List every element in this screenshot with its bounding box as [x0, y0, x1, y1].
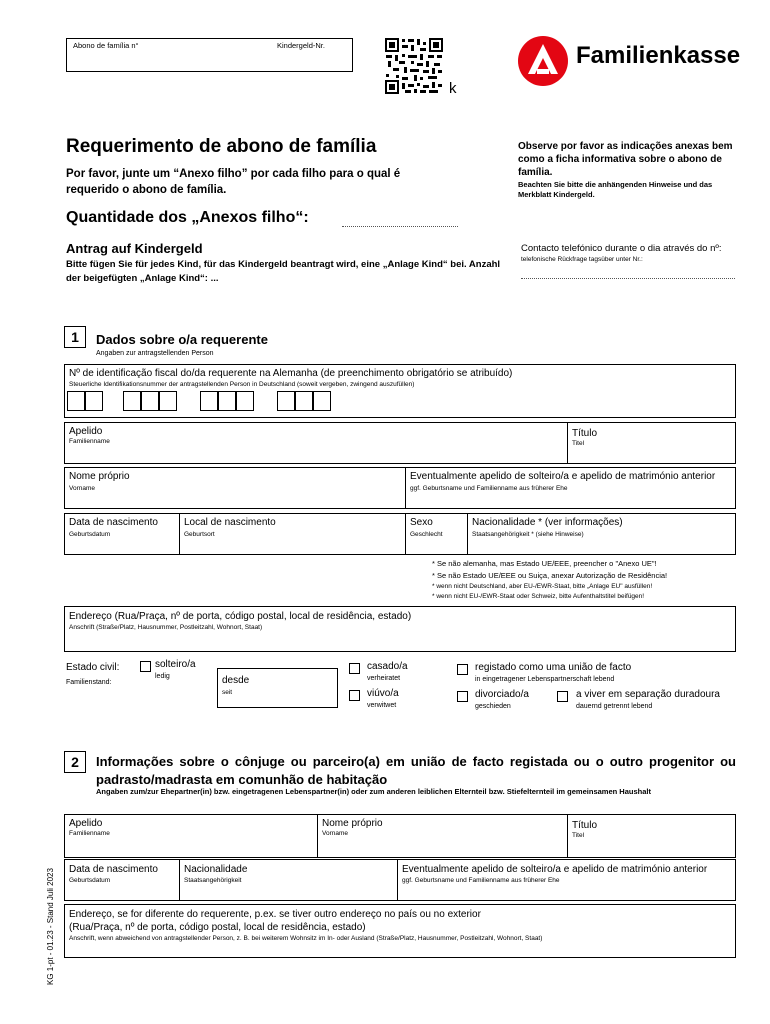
- nome-sub: Vorname: [69, 485, 96, 492]
- taxid-digit[interactable]: [159, 391, 177, 411]
- registado-label: registado como uma união de facto: [475, 662, 632, 673]
- s2-eventual-sub: ggf. Geburtsname und Familienname aus früherer Ehe: [402, 877, 560, 884]
- s2-apelido-field[interactable]: [64, 814, 318, 858]
- estado-civil-label: Estado civil:: [66, 662, 120, 673]
- abono-number-field[interactable]: [66, 38, 353, 72]
- data-nasc-field[interactable]: [64, 513, 180, 555]
- desde-field[interactable]: [217, 668, 338, 708]
- separacao-label: a viver em separação duradoura: [576, 689, 720, 700]
- s2-titulo-label: Título: [572, 820, 598, 831]
- taxid-digit[interactable]: [295, 391, 313, 411]
- taxid-digit[interactable]: [67, 391, 85, 411]
- taxid-digit[interactable]: [218, 391, 236, 411]
- taxid-digit[interactable]: [200, 391, 218, 411]
- section2-title: Informações sobre o cônjuge ou parceiro(a) em união de facto registada ou o outro progenitor ou padrasto/madrasta em comunhão de habitação: [96, 754, 736, 787]
- titulo-label: Título: [572, 428, 598, 439]
- apelido-sub: Familienname: [69, 438, 110, 445]
- s2-nacionalidade-sub: Staatsangehörigkeit: [184, 877, 242, 884]
- s2-endereco-label-1: Endereço, se for diferente do requerente, p.ex. se tiver outro endereço no país ou no exterior: [69, 909, 481, 920]
- registado-checkbox[interactable]: [457, 664, 468, 675]
- s2-nome-sub: Vorname: [322, 830, 349, 837]
- familienkasse-logo-icon: [518, 36, 568, 86]
- s2-apelido-label: Apelido: [69, 818, 103, 829]
- s2-titulo-field[interactable]: [567, 814, 736, 858]
- nacionalidade-field[interactable]: [467, 513, 736, 555]
- antrag-text: Bitte fügen Sie für jedes Kind, für das Kindergeld beantragt wird, eine „Anlage Kind“ bei. Anzahl der beigefügten „Anlage Kind“: ...: [66, 259, 501, 284]
- solteiro-sub: ledig: [155, 673, 170, 680]
- quantity-input[interactable]: [342, 226, 458, 227]
- s2-eventual-label: Eventualmente apelido de solteiro/a e apelido de matrimónio anterior: [402, 864, 708, 875]
- section1-title: Dados sobre o/a requerente: [96, 332, 268, 347]
- endereco-label: Endereço (Rua/Praça, nº de porta, código postal, local de residência, estado): [69, 611, 412, 622]
- form-code: [46, 825, 58, 985]
- s2-nome-field[interactable]: [317, 814, 568, 858]
- s2-endereco-sub: Anschrift, wenn abweichend von antragstellender Person, z. B. bei weiterem Wohnsitz im In- oder Ausland (Straße/Platz, Hausnummer, Postleitzahl, Wohnort, Staat): [69, 935, 543, 942]
- casado-label: casado/a: [367, 661, 408, 672]
- s2-titulo-sub: Titel: [572, 832, 585, 839]
- s2-data-nasc-label: Data de nascimento: [69, 864, 158, 875]
- separacao-checkbox[interactable]: [557, 691, 568, 702]
- taxid-digit[interactable]: [85, 391, 103, 411]
- s2-data-nasc-sub: Geburtsdatum: [69, 877, 111, 884]
- footnote-4: * wenn nicht EU-/EWR-Staat oder Schweiz, bitte Aufenthaltstitel beifügen!: [432, 593, 645, 600]
- titulo-field[interactable]: [567, 422, 736, 464]
- contact-phone-input[interactable]: [521, 278, 735, 279]
- sexo-label: Sexo: [410, 517, 433, 528]
- s2-endereco-label-2: (Rua/Praça, nº de porta, código postal, local de residência, estado): [69, 922, 366, 933]
- estado-civil-sub: Familienstand:: [66, 679, 112, 686]
- desde-label: desde: [222, 675, 250, 686]
- taxid-label: Nº de identificação fiscal do/da requerente na Alemanha (de preenchimento obrigatório se atribuído): [69, 368, 513, 379]
- s2-nacionalidade-field[interactable]: [179, 859, 398, 901]
- nome-label: Nome próprio: [69, 471, 130, 482]
- footnote-1: * Se não alemanha, mas Estado UE/EEE, preencher o "Anexo UE"!: [432, 559, 657, 568]
- taxid-digit[interactable]: [236, 391, 254, 411]
- eventual-label: Eventualmente apelido de solteiro/a e apelido de matrimónio anterior: [410, 471, 716, 482]
- divorciado-sub: geschieden: [475, 703, 511, 710]
- qr-suffix: k: [449, 80, 457, 97]
- quantity-label: Quantidade dos „Anexos filho“:: [66, 209, 309, 226]
- taxid-digit[interactable]: [313, 391, 331, 411]
- desde-sub: seit: [222, 689, 233, 696]
- local-nasc-field[interactable]: [179, 513, 406, 555]
- divorciado-checkbox[interactable]: [457, 691, 468, 702]
- s2-nome-label: Nome próprio: [322, 818, 383, 829]
- solteiro-label: solteiro/a: [155, 659, 196, 670]
- s2-endereco-field[interactable]: [64, 904, 736, 958]
- footnote-3: * wenn nicht Deutschland, aber EU-/EWR-Staat, bitte „Anlage EU" ausfüllen!: [432, 583, 653, 590]
- viuvo-label: viúvo/a: [367, 688, 399, 699]
- taxid-digit[interactable]: [123, 391, 141, 411]
- taxid-digit[interactable]: [141, 391, 159, 411]
- section1-number-text: 1: [71, 329, 79, 345]
- data-nasc-sub: Geburtsdatum: [69, 531, 111, 538]
- brand-name: Familienkasse: [576, 42, 741, 69]
- kindergeld-number-label: Kindergeld-Nr.: [277, 41, 325, 50]
- eventual-field[interactable]: [405, 467, 736, 509]
- casado-checkbox[interactable]: [349, 663, 360, 674]
- local-nasc-label: Local de nascimento: [184, 517, 276, 528]
- separacao-sub: dauernd getrennt lebend: [576, 703, 653, 710]
- observe-de: Beachten Sie bitte die anhängenden Hinweise und das Merkblatt Kindergeld.: [518, 180, 713, 199]
- section2-subtitle: Angaben zum/zur Ehepartner(in) bzw. eingetragenen Lebenspartner(in) oder zum anderen leiblichen Elternteil bzw. Stiefelternteil im gemeinsamen Haushalt: [96, 787, 651, 796]
- titulo-sub: Titel: [572, 440, 585, 447]
- contact-de: telefonische Rückfrage tagsüber unter Nr.:: [521, 256, 643, 263]
- s2-nacionalidade-label: Nacionalidade: [184, 864, 248, 875]
- nome-field[interactable]: [64, 467, 406, 509]
- s2-apelido-sub: Familienname: [69, 830, 110, 837]
- registado-sub: in eingetragener Lebenspartnerschaft lebend: [475, 676, 615, 683]
- nacionalidade-sub: Staatsangehörigkeit * (siehe Hinweise): [472, 531, 584, 538]
- divorciado-label: divorciado/a: [475, 689, 529, 700]
- section2-number-text: 2: [71, 754, 79, 770]
- casado-sub: verheiratet: [367, 675, 401, 682]
- taxid-digit[interactable]: [277, 391, 295, 411]
- apelido-field[interactable]: [64, 422, 568, 464]
- apelido-label: Apelido: [69, 426, 103, 437]
- page-title: Requerimento de abono de família: [66, 136, 377, 157]
- sexo-field[interactable]: [405, 513, 468, 555]
- s2-data-nasc-field[interactable]: [64, 859, 180, 901]
- section1-subtitle: Angaben zur antragstellenden Person: [96, 350, 214, 357]
- qr-code: [384, 37, 444, 95]
- solteiro-checkbox[interactable]: [140, 661, 151, 672]
- viuvo-checkbox[interactable]: [349, 690, 360, 701]
- abono-number-label: Abono de família n°: [73, 41, 139, 50]
- form-code-text: KG 1-pt - 01.23 - Stand Juli 2023: [46, 868, 55, 985]
- endereco-field[interactable]: [64, 606, 736, 652]
- observe-pt: Observe por favor as indicações anexas bem como a ficha informativa sobre o abono de família.: [518, 141, 733, 178]
- s2-eventual-field[interactable]: [397, 859, 736, 901]
- eventual-sub: ggf. Geburtsname und Familienname aus früherer Ehe: [410, 485, 568, 492]
- section2-number: [64, 751, 86, 773]
- sexo-sub: Geschlecht: [410, 531, 443, 538]
- local-nasc-sub: Geburtsort: [184, 531, 215, 538]
- antrag-title: Antrag auf Kindergeld: [66, 241, 203, 256]
- data-nasc-label: Data de nascimento: [69, 517, 158, 528]
- instruction-pt: Por favor, junte um “Anexo filho” por cada filho para o qual é requerido o abono de família.: [66, 168, 401, 196]
- viuvo-sub: verwitwet: [367, 702, 397, 709]
- footnote-2: * Se não Estado UE/EEE ou Suiça, anexar Autorização de Residência!: [432, 571, 668, 580]
- endereco-sub: Anschrift (Straße/Platz, Hausnummer, Postleitzahl, Wohnort, Staat): [69, 624, 263, 631]
- nacionalidade-label: Nacionalidade * (ver informações): [472, 517, 623, 528]
- contact-pt: Contacto telefónico durante o dia através do nº:: [521, 243, 722, 254]
- taxid-sub: Steuerliche Identifikationsnummer der antragstellenden Person in Deutschland (soweit vergeben, zwingend auszufüllen): [69, 381, 415, 388]
- section1-number: [64, 326, 86, 348]
